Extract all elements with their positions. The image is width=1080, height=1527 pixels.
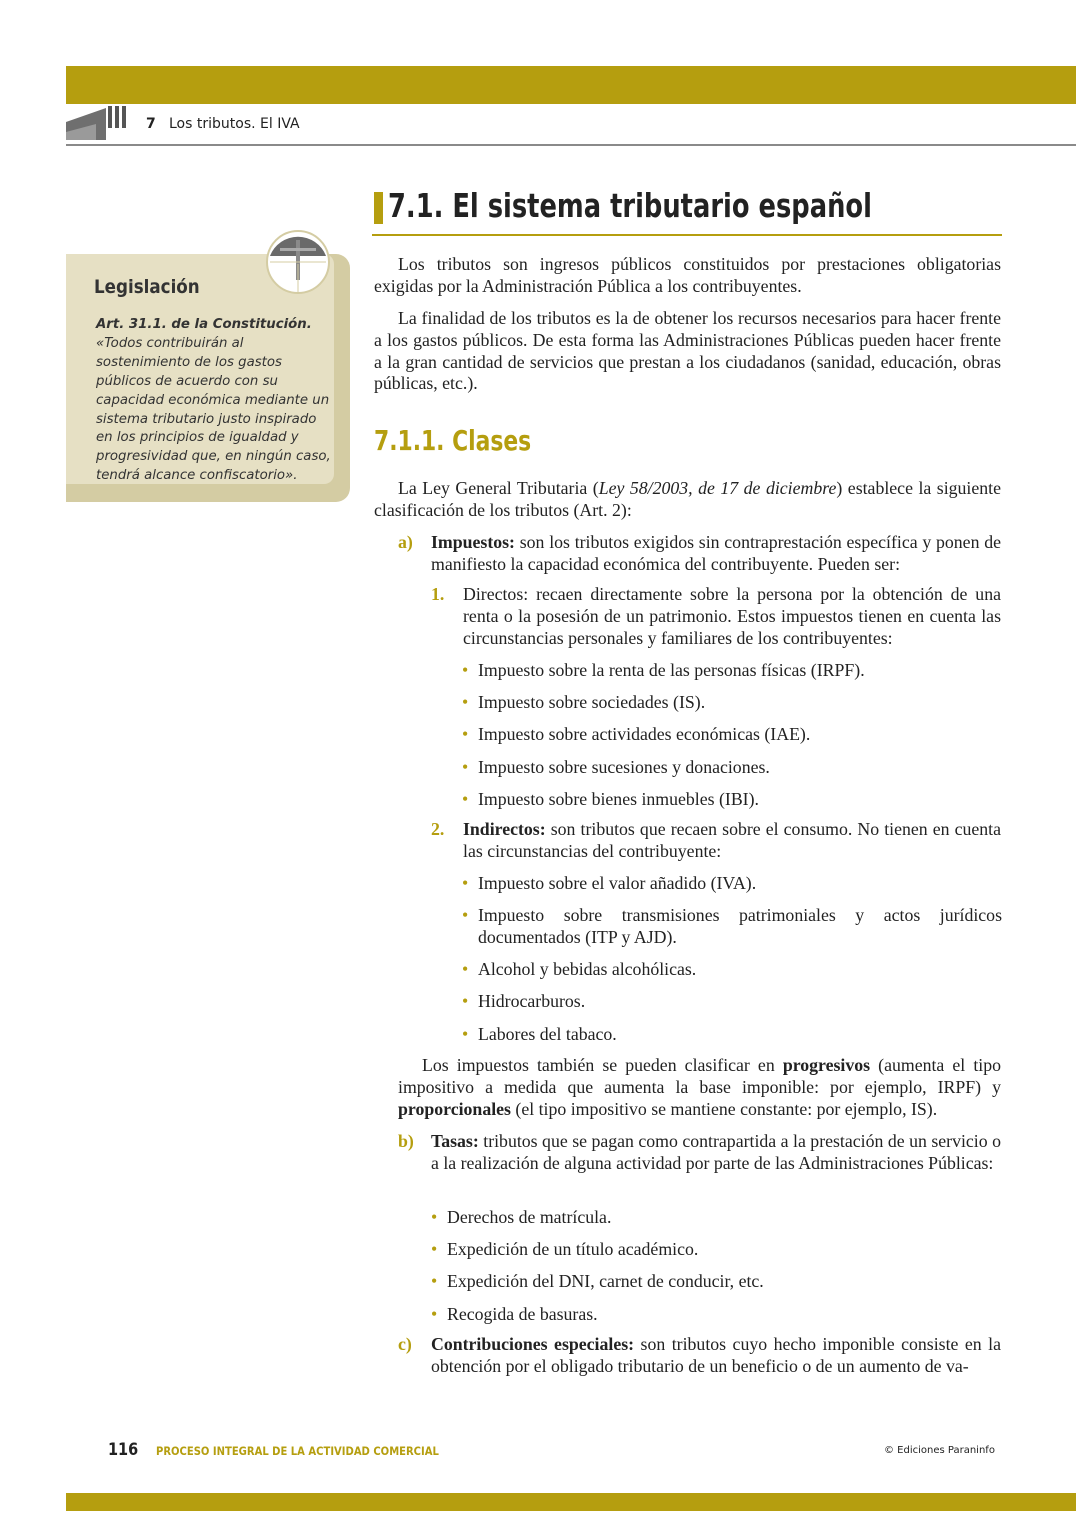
paragraph-finalidad xyxy=(374,308,1001,395)
paragraph-text: Los tributos son ingresos públicos constituidos por prestaciones obligatorias exigidas por la Administración Pública a los contribuyentes. xyxy=(374,254,1001,296)
item-term: Tasas: xyxy=(431,1131,479,1151)
paragraph-text: (aumenta el tipo impositivo a medida que aumenta la base imponible: por ejemplo, IRPF) y xyxy=(398,1055,1001,1097)
sidebar-article-text: «Todos contribuirán al sostenimiento de los gastos públicos de acuerdo con su capacidad económica mediante un sistema tributario justo inspirado en los principios de igualdad y progresividad que, en ningún caso, tendrá alcance confiscatorio». xyxy=(96,335,331,484)
book-title: PROCESO INTEGRAL DE LA ACTIVIDAD COMERCIAL xyxy=(156,1444,439,1458)
term-proporcionales: proporcionales xyxy=(398,1098,511,1119)
list-item-impuestos xyxy=(398,532,1001,576)
list-item: • Impuesto sobre el valor añadido (IVA). xyxy=(462,873,1002,895)
intro-text-after: ) establece la siguiente clasificación de los tributos (Art. 2): xyxy=(374,478,1001,520)
item-term: Contribuciones especiales: xyxy=(431,1334,635,1354)
indirectos-list xyxy=(462,873,1002,1056)
item-text: Directos: recaen directamente sobre la persona por la obtención de una renta o la posesión de un patrimonio. Estos impuestos tienen en cuenta las circunstancias personales y familiares de los contribuyentes: xyxy=(463,584,1001,648)
tasas-list xyxy=(431,1207,1002,1336)
section-title: 7.1. El sistema tributario español xyxy=(388,186,872,225)
item-body xyxy=(431,532,1001,576)
item-text: son tributos que recaen sobre el consumo. No tienen en cuenta las circunstancias del contribuyente: xyxy=(463,819,1001,861)
list-item: • Derechos de matrícula. xyxy=(431,1207,1002,1229)
list-item: • Expedición del DNI, carnet de conducir, etc. xyxy=(431,1271,1002,1293)
list-item: • Recogida de basuras. xyxy=(431,1304,1002,1326)
page-header xyxy=(66,104,1076,146)
paragraph-text: La finalidad de los tributos es la de obtener los recursos necesarios para hacer frente a los gastos públicos. De esta forma las Administraciones Públicas pueden hacer frente a la gran cantidad de servicios que prestan a los ciudadanos (sanidad, educación, obras públicas, etc.). xyxy=(374,308,1001,394)
footer-band xyxy=(66,1493,1076,1511)
paragraph-tributos-def xyxy=(374,254,1001,298)
list-item: • Impuesto sobre sucesiones y donaciones. xyxy=(462,757,1002,779)
list-item: • Impuesto sobre sociedades (IS). xyxy=(462,692,1002,714)
scales-of-justice-icon xyxy=(266,230,330,294)
paragraph-text: Los impuestos también se pueden clasificar en xyxy=(422,1055,783,1075)
list-item: • Hidrocarburos. xyxy=(462,991,1002,1013)
subsection-title: 7.1.1. Clases xyxy=(374,424,532,457)
list-item: • Labores del tabaco. xyxy=(462,1024,1002,1046)
page-number: 116 xyxy=(108,1440,139,1460)
chapter-title: Los tributos. El IVA xyxy=(169,116,300,132)
item-text: son los tributos exigidos sin contraprestación específica y ponen de manifiesto la capacidad económica del contribuyente. Pueden ser: xyxy=(431,532,1001,574)
paragraph-progresivos xyxy=(398,1055,1001,1120)
list-item: • Impuesto sobre actividades económicas (IAE). xyxy=(462,724,1002,746)
paragraph-clasificacion-intro xyxy=(374,478,1001,522)
item-body xyxy=(431,1334,1001,1378)
sidebar-article-ref: Art. 31.1. de la Constitución. xyxy=(96,317,312,332)
list-item: • Alcohol y bebidas alcohólicas. xyxy=(462,959,1002,981)
directos-list xyxy=(462,660,1002,821)
list-item: • Expedición de un título académico. xyxy=(431,1239,1002,1261)
item-text: tributos que se pagan como contrapartida a la prestación de un servicio o a la realización de alguna actividad por parte de las Administraciones Públicas: xyxy=(431,1131,1001,1173)
item-label: a) xyxy=(398,532,413,552)
item-term: Indirectos: xyxy=(463,819,546,839)
item-term: Impuestos: xyxy=(431,532,515,552)
list-item: • Impuesto sobre la renta de las personas físicas (IRPF). xyxy=(462,660,1002,682)
paragraph-text: (el tipo impositivo se mantiene constante: por ejemplo, IS). xyxy=(510,1098,938,1119)
heading-marker xyxy=(374,192,383,224)
list-item-contribuciones xyxy=(398,1334,1001,1378)
list-item-tasas xyxy=(398,1131,1001,1175)
item-body xyxy=(463,819,1001,863)
chapter-number: 7 xyxy=(146,116,156,132)
list-item: • Impuesto sobre transmisiones patrimoniales y actos jurídicos documentados (ITP y AJD). xyxy=(462,905,1002,949)
item-label: b) xyxy=(398,1131,414,1151)
intro-text-before: La Ley General Tributaria ( xyxy=(398,478,599,498)
item-text: son tributos cuyo hecho imponible consiste en la obtención por el obligado tributario de un beneficio o de un aumento de va- xyxy=(431,1334,1002,1376)
list-item-directos xyxy=(431,584,1001,649)
list-item-indirectos xyxy=(431,819,1001,863)
item-number: 2. xyxy=(431,819,445,839)
item-body xyxy=(431,1131,1001,1175)
sidebar-quote xyxy=(96,316,336,486)
item-number: 1. xyxy=(431,584,445,604)
publisher-copyright: © Ediciones Paraninfo xyxy=(884,1445,995,1456)
sidebar-title: Legislación xyxy=(94,276,200,298)
section-heading xyxy=(372,186,1002,236)
law-reference: Ley 58/2003, de 17 de diciembre xyxy=(598,478,837,498)
list-item: • Impuesto sobre bienes inmuebles (IBI). xyxy=(462,789,1002,811)
header-band xyxy=(66,66,1076,104)
item-label: c) xyxy=(398,1334,412,1354)
term-progresivos: progresivos xyxy=(782,1055,871,1075)
chapter-stripes-icon xyxy=(66,104,130,140)
